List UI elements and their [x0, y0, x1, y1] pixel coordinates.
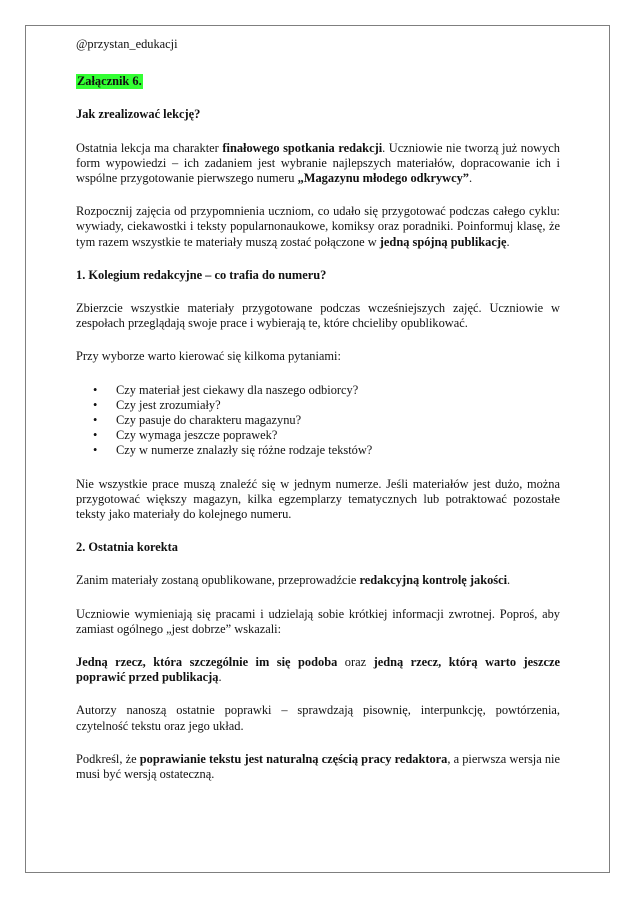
- section-2-paragraph-3: Jedną rzecz, która szczególnie im się podoba oraz jedną rzecz, którą warto jeszcze poprawić przed publikacją.: [76, 655, 560, 685]
- section-1-paragraph-3: Nie wszystkie prace muszą znaleźć się w jednym numerze. Jeśli materiałów jest dużo, można przygotować większy magazyn, kilka egzemplarzy tematycznych lub potraktować pozostałe teksty jako materiały do kolejnego numeru.: [76, 476, 560, 522]
- bullet-icon: •: [93, 382, 98, 397]
- main-heading: Jak zrealizować lekcję?: [76, 107, 201, 122]
- recap-paragraph: Rozpocznij zajęcia od przypomnienia uczniom, co udało się przygotować podczas całego cyklu: wywiady, ciekawostki i teksty popularnonaukowe, komiksy oraz poradniki. Poinformuj klasę, że tym razem wszystkie te materiały muszą zostać połączone w jedną spójną publikację.: [76, 204, 560, 249]
- bullet-icon: •: [93, 397, 98, 412]
- section-2-paragraph-1: Zanim materiały zostaną opublikowane, przeprowadźcie redakcyjną kontrolę jakości.: [76, 573, 511, 588]
- document-body: [76, 37, 560, 782]
- list-item: • Czy w numerze znalazły się różne rodzaje tekstów?: [93, 443, 373, 458]
- intro-paragraph: Ostatnia lekcja ma charakter finałowego spotkania redakcji. Uczniowie nie tworzą już nowych form wypowiedzi – ich zadaniem jest wybranie najlepszych materiałów, dopracowanie ich i wspólne przygotowanie pierwszego numeru „Magazynu młodego odkrywcy”.: [76, 140, 560, 186]
- section-1-heading: 1. Kolegium redakcyjne – co trafia do numeru?: [76, 267, 327, 282]
- bullet-icon: •: [93, 413, 98, 428]
- bullet-icon: •: [93, 443, 98, 458]
- section-1-paragraph-2: Przy wyborze warto kierować się kilkoma pytaniami:: [76, 349, 341, 364]
- section-2-paragraph-4: Autorzy nanoszą ostatnie poprawki – sprawdzają pisownię, interpunkcję, powtórzenia, czytelność tekstu oraz jego układ.: [76, 703, 560, 733]
- section-1-paragraph-1: Zbierzcie wszystkie materiały przygotowane podczas wcześniejszych zajęć. Uczniowie w zespołach przeglądają swoje prace i wybierają te, które chcieliby opublikować.: [76, 301, 560, 331]
- section-2-heading: 2. Ostatnia korekta: [76, 540, 178, 555]
- list-item: • Czy pasuje do charakteru magazynu?: [93, 413, 302, 428]
- list-item: • Czy jest zrozumiały?: [93, 397, 221, 412]
- bullet-icon: •: [93, 428, 98, 443]
- section-2-paragraph-5: Podkreśl, że poprawianie tekstu jest naturalną częścią pracy redaktora, a pierwsza wersja nie musi być wersją ostateczną.: [76, 751, 560, 782]
- list-item: • Czy wymaga jeszcze poprawek?: [93, 428, 278, 443]
- section-2-paragraph-2: Uczniowie wymieniają się pracami i udzielają sobie krótkiej informacji zwrotnej. Poproś, aby zamiast ogólnego „jest dobrze” wskazali:: [76, 606, 560, 636]
- annex-label-highlight: Załącznik 6.: [77, 74, 142, 89]
- annex-line: [76, 74, 560, 89]
- question-list: [76, 383, 560, 459]
- author-handle: @przystan_edukacji: [76, 37, 178, 51]
- list-item: • Czy materiał jest ciekawy dla naszego odbiorcy?: [93, 382, 359, 397]
